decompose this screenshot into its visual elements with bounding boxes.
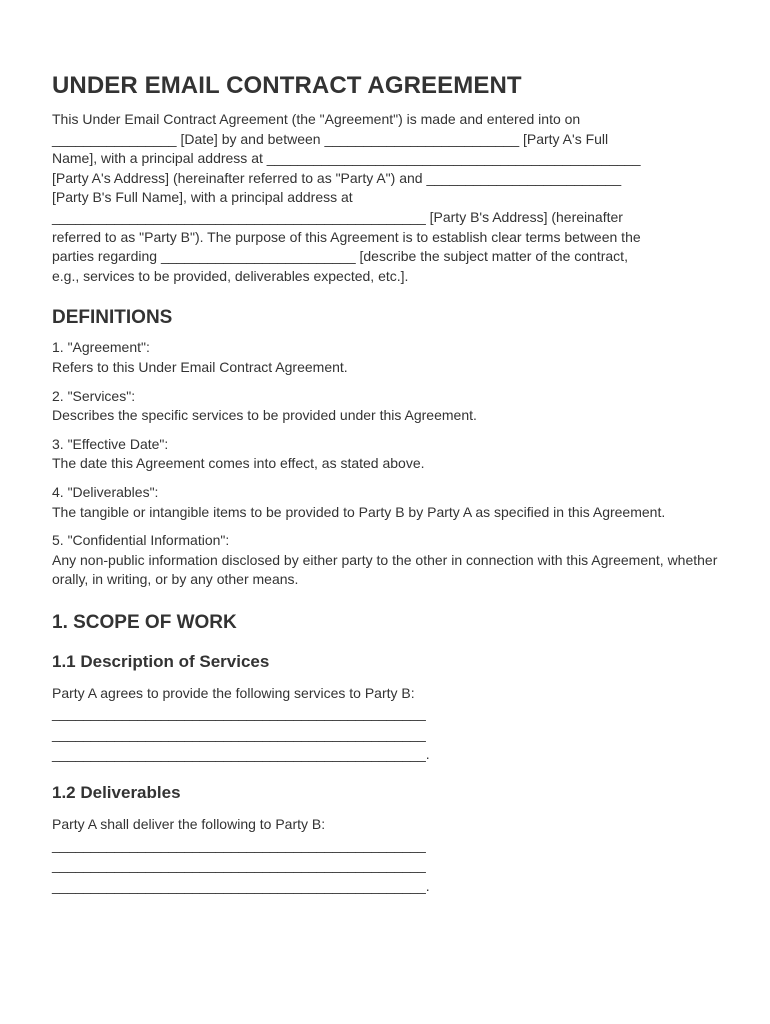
definition-desc: Describes the specific services to be provided under this Agreement. [52, 407, 477, 424]
scope-heading: 1. SCOPE OF WORK [52, 611, 237, 633]
definition-term: 1. "Agreement": [52, 339, 150, 356]
definition-term: 4. "Deliverables": [52, 483, 159, 500]
services-subsection [52, 652, 720, 765]
document-title: UNDER EMAIL CONTRACT AGREEMENT [52, 72, 522, 99]
definition-desc: Any non-public information disclosed by either party to the other in connection with this Agreement, whether orally, in writing, or by any other means. [52, 551, 718, 588]
definition-desc: The date this Agreement comes into effect, as stated above. [52, 455, 425, 472]
deliverables-heading: 1.2 Deliverables [52, 782, 181, 802]
definition-term: 2. "Services": [52, 387, 136, 404]
definition-item [52, 483, 720, 522]
services-heading: 1.1 Description of Services [52, 651, 270, 671]
definition-term: 5. "Confidential Information": [52, 532, 230, 549]
services-blank-lines: ________________________________________________ ________________________________________________ ________________________________________________. [52, 705, 430, 763]
definition-term: 3. "Effective Date": [52, 435, 169, 452]
document-page [52, 72, 720, 914]
deliverables-subsection [52, 783, 720, 896]
intro-paragraph: This Under Email Contract Agreement (the "Agreement") is made and entered into on ________________ [Date] by and between _________________________ [Party A's Full Name], with a principal address at ________________________________________________ [Party A's Address] (hereinafter referred to as "Party A") and _________________________ [Party B's Full Name], with a principal address at ________________________________________________ [Party B's Address] (hereinafter referred to as "Party B"). The purpose of this Agreement is to establish clear terms between the parties regarding _________________________ [describe the subject matter of the contract, e.g., services to be provided, deliverables expected, etc.]. [52, 111, 641, 284]
definition-item [52, 435, 720, 474]
deliverables-blank-lines: ________________________________________________ ________________________________________________ ________________________________________________. [52, 836, 430, 894]
definition-item [52, 387, 720, 426]
definition-item [52, 531, 720, 590]
definition-desc: The tangible or intangible items to be provided to Party B by Party A as specified in this Agreement. [52, 503, 666, 520]
definitions-heading: DEFINITIONS [52, 307, 173, 329]
definition-desc: Refers to this Under Email Contract Agreement. [52, 358, 348, 375]
services-text: Party A agrees to provide the following services to Party B: [52, 684, 415, 701]
deliverables-text: Party A shall deliver the following to Party B: [52, 815, 326, 832]
definition-item [52, 338, 720, 377]
